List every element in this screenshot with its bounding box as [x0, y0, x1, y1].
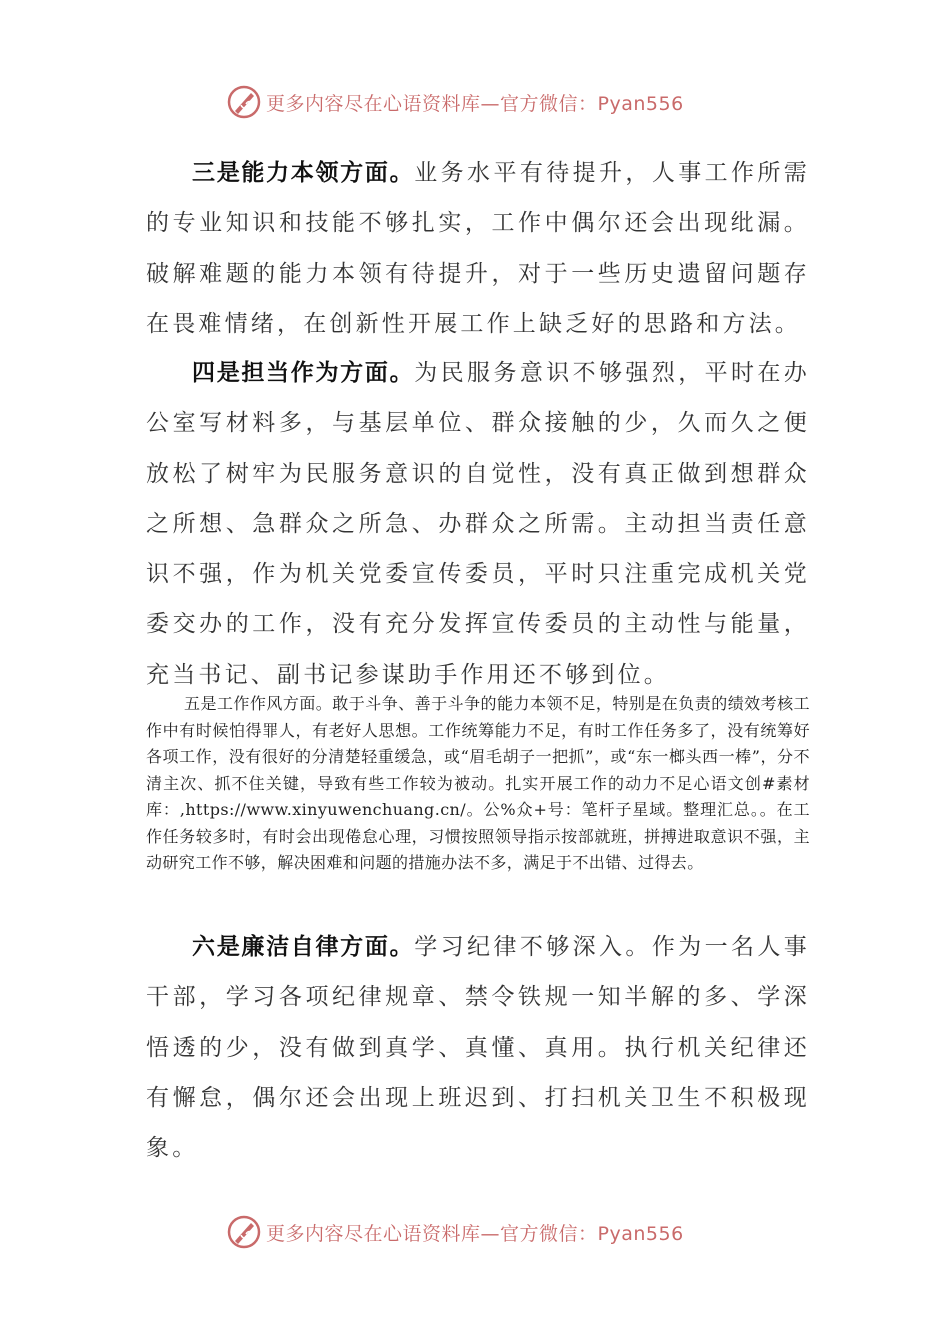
section-integrity-body: 学习纪律不够深入。作为一名人事干部，学习各项纪律规章、禁令铁规一知半解的多、学深悟透的少，没有做到真学、真懂、真用。执行机关纪律还有懈怠，偶尔还会出现上班迟到、打扫机关卫生不积极现象。: [146, 934, 811, 1162]
section-ability-body: 业务水平有待提升，人事工作所需的专业知识和技能不够扎实，工作中偶尔还会出现纰漏。破解难题的能力本领有待提升，对于一些历史遗留问题存在畏难情绪，在创新性开展工作上缺乏好的思路和方法。: [146, 160, 811, 337]
section-responsibility-body: 为民服务意识不够强烈，平时在办公室写材料多，与基层单位、群众接触的少，久而久之便放松了树牢为民服务意识的自觉性，没有真正做到想群众之所想、急群众之所急、办群众之所需。主动担当责任意识不强，作为机关党委宣传委员，平时只注重完成机关党委交办的工作，没有充分发挥宣传委员的主动性与能量，充当书记、副书记参谋助手作用还不够到位。: [146, 360, 811, 688]
section-integrity: [146, 922, 810, 1173]
section-ability: [146, 148, 810, 349]
pen-heart-logo-icon: [226, 1214, 262, 1250]
footer-banner: [226, 1212, 746, 1252]
section-responsibility: [146, 348, 810, 700]
section-integrity-heading: 六是廉洁自律方面。: [192, 933, 415, 960]
header-banner-text: 更多内容尽在心语资料库—官方微信：Pyan556: [266, 92, 684, 115]
section-responsibility-heading: 四是担当作为方面。: [192, 359, 415, 386]
section-work-style: 五是工作作风方面。敢于斗争、善于斗争的能力本领不足，特别是在负责的绩效考核工作中有时候怕得罪人，有老好人思想。工作统筹能力不足，有时工作任务多了，没有统筹好各项工作，没有很好的分清楚轻重缓急，或“眉毛胡子一把抓”，或“东一榔头西一棒”，分不清主次、抓不住关键，导致有些工作较为被动。扎实开展工作的动力不足心语文创#素材库：,https://www.xinyuwenchuang.cn/。公%众+号：笔杆子星域。整理汇总。。在工作任务较多时，有时会出现倦怠心理，习惯按照领导指示按部就班，拼搏进取意识不强，主动研究工作不够，解决困难和问题的措施办法不多，满足于不出错、过得去。: [146, 694, 810, 872]
footer-banner-text: 更多内容尽在心语资料库—官方微信：Pyan556: [266, 1222, 684, 1245]
pen-heart-logo-icon: [226, 84, 262, 120]
section-ability-heading: 三是能力本领方面。: [192, 159, 415, 186]
header-banner: [226, 82, 746, 122]
